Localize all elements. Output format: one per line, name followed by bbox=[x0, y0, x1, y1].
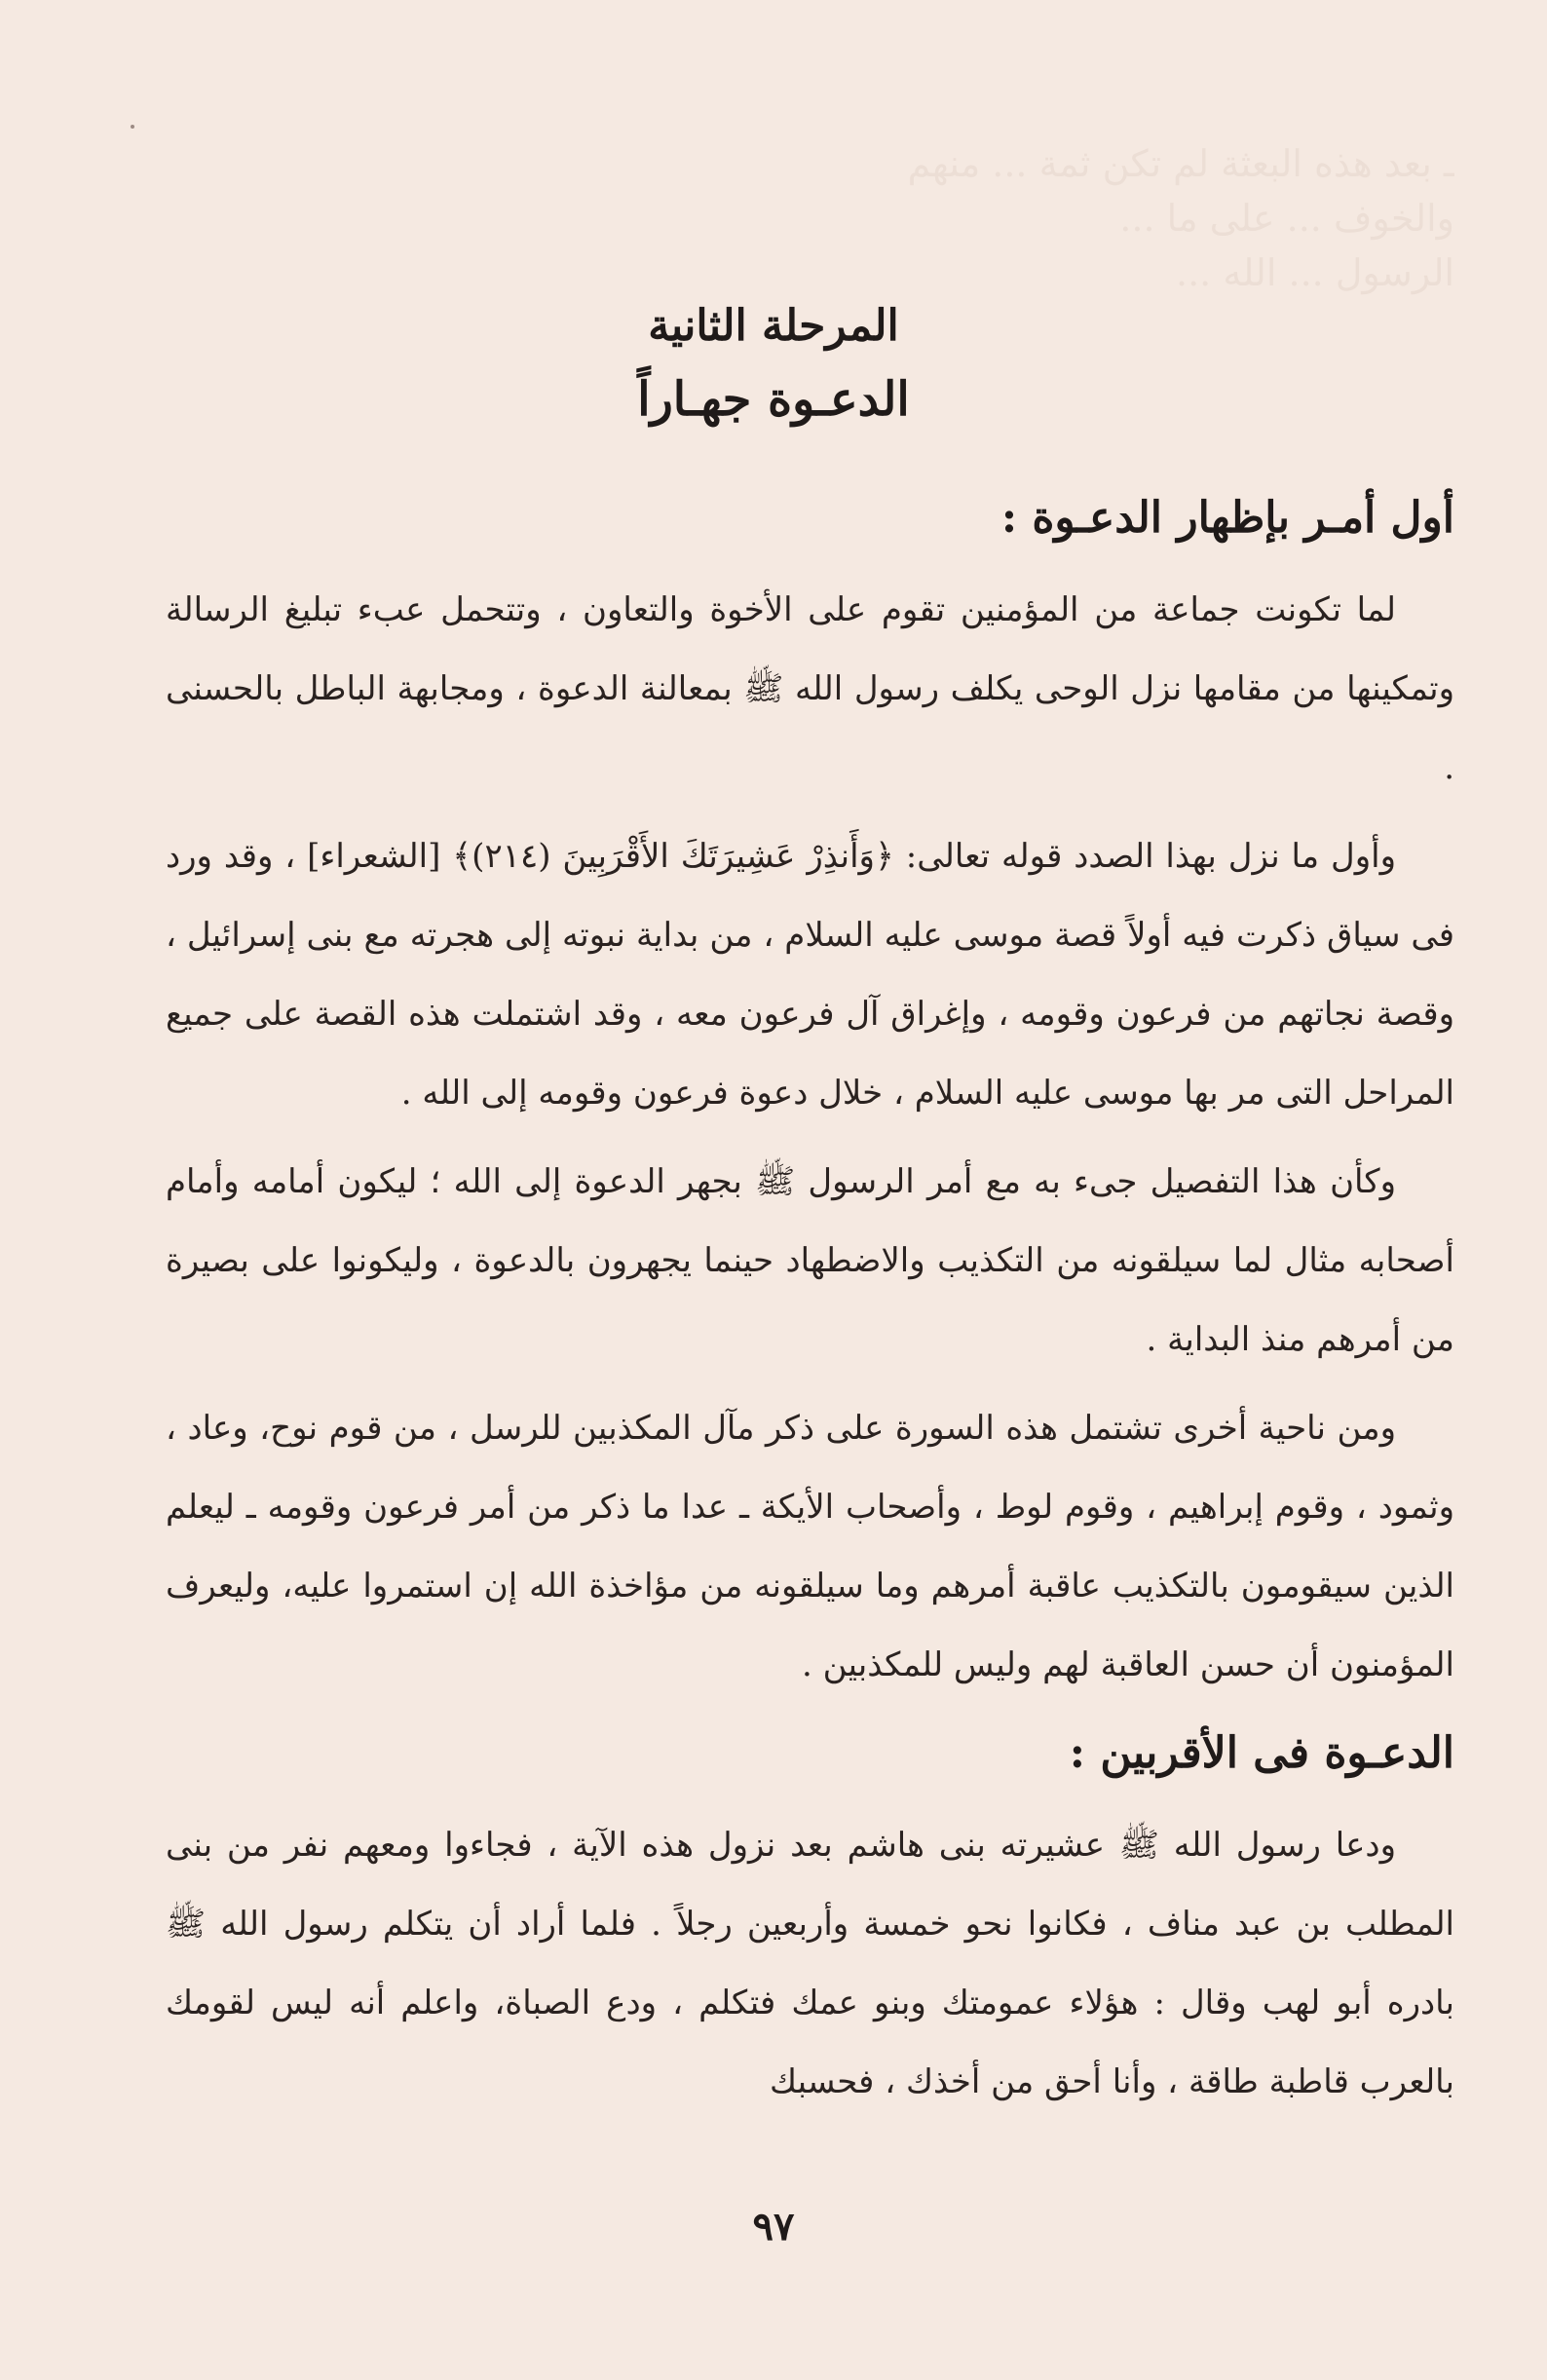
paragraph: لما تكونت جماعة من المؤمنين تقوم على الأخوة والتعاون ، وتتحمل عبء تبليغ الرسالة وتمكينها من مقامها نزل الوحى يكلف رسول الله ﷺ بمعالنة الدعوة ، ومجابهة الباطل بالحسنى . bbox=[166, 590, 1454, 787]
bleed-through-line: ـ بعد هذه البعثة لم تكن ثمة ... منهم bbox=[907, 142, 1454, 185]
page-number: ٩٧ bbox=[752, 2204, 795, 2249]
page-body bbox=[166, 479, 1454, 2132]
section-heading-relatives: الدعـوة فى الأقربين : bbox=[1069, 1728, 1454, 1778]
paragraph: ومن ناحية أخرى تشتمل هذه السورة على ذكر مآل المكذبين للرسل ، من قوم نوح، وعاد ، وثمود ، وقوم إبراهيم ، وقوم لوط ، وأصحاب الأيكة ـ عدا ما ذكر من أمر فرعون وقومه ـ ليعلم الذين سيقومون بالتكذيب عاقبة أمرهم وما سيلقونه من مؤاخذة الله إن استمروا عليه، وليعرف المؤمنون أن حسن العاقبة لهم وليس للمكذبين . bbox=[166, 1409, 1454, 1684]
paragraph: وكأن هذا التفصيل جىء به مع أمر الرسول ﷺ بجهر الدعوة إلى الله ؛ ليكون أمامه وأمام أصحابه مثال لما سيلقونه من التكذيب والاضطهاد حينما يجهرون بالدعوة ، وليكونوا على بصيرة من أمرهم منذ البداية . bbox=[166, 1162, 1454, 1359]
chapter-subtitle: الدعـوة جهـاراً bbox=[637, 372, 910, 427]
chapter-titles bbox=[0, 292, 1547, 438]
stage-title: المرحلة الثانية bbox=[648, 301, 899, 351]
paper-speck bbox=[131, 125, 134, 129]
paragraph: وأول ما نزل بهذا الصدد قوله تعالى: ﴿وَأَنذِرْ عَشِيرَتَكَ الأَقْرَبِينَ (٢١٤)﴾ [الشعراء] ، وقد ورد فى سياق ذكرت فيه أولاً قصة موسى عليه السلام ، من بداية نبوته إلى هجرته مع بنى إسرائيل ، وقصة نجاتهم من فرعون وقومه ، وإغراق آل فرعون معه ، وقد اشتملت هذه القصة على جميع المراحل التى مر بها موسى عليه السلام ، خلال دعوة فرعون وقومه إلى الله . bbox=[166, 837, 1454, 1113]
bleed-through-line: والخوف ... على ما ... bbox=[1119, 197, 1454, 240]
paragraph: ودعا رسول الله ﷺ عشيرته بنى هاشم بعد نزول هذه الآية ، فجاءوا ومعهم نفر من بنى المطلب بن عبد مناف ، فكانوا نحو خمسة وأربعين رجلاً . فلما أراد أن يتكلم رسول الله ﷺ بادره أبو لهب وقال : هؤلاء عمومتك وبنو عمك فتكلم ، ودع الصباة، واعلم أنه ليس لقومك بالعرب قاطبة طاقة ، وأنا أحق من أخذك ، فحسبك bbox=[166, 1826, 1454, 2101]
bleed-through-line: الرسول ... الله ... bbox=[1176, 251, 1454, 294]
section-heading-first-order: أول أمـر بإظهار الدعـوة : bbox=[1000, 493, 1454, 543]
